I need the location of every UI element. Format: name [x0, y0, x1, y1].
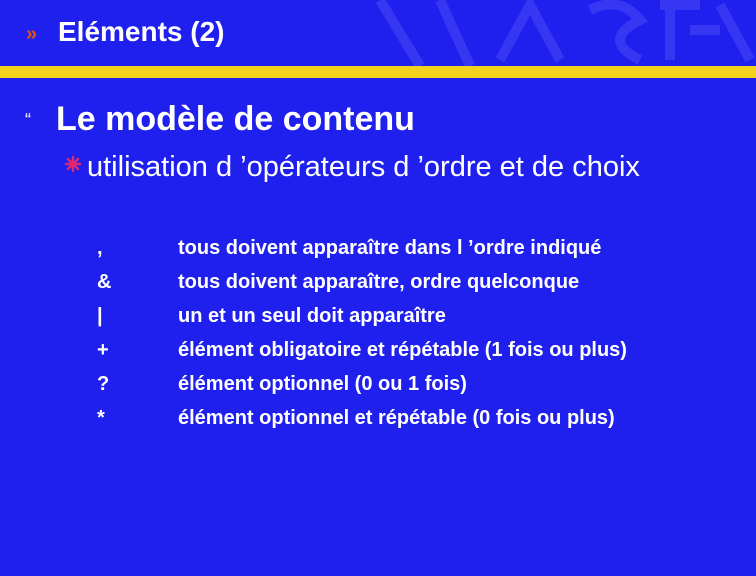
operator-description: tous doivent apparaître, ordre quelconque — [178, 271, 580, 293]
operator-row — [0, 400, 756, 436]
level1-bullet: “ — [25, 110, 31, 130]
level1-heading: Le modèle de contenu — [56, 100, 415, 138]
operator-row — [0, 264, 756, 300]
operator-description: élément optionnel et répétable (0 fois ou plus) — [178, 407, 615, 429]
operator-row — [0, 230, 756, 266]
title-bullet: » — [26, 23, 38, 45]
header-rule — [0, 66, 756, 78]
operator-symbol: + — [97, 339, 109, 361]
operator-description: un et un seul doit apparaître — [178, 305, 446, 327]
operator-description: élément obligatoire et répétable (1 fois ou plus) — [178, 339, 627, 361]
operator-row — [0, 332, 756, 368]
slide-title: Eléments (2) — [58, 16, 225, 47]
operator-description: tous doivent apparaître dans l ’ordre indiqué — [178, 237, 602, 259]
slide-header — [0, 0, 756, 66]
operator-symbol: * — [97, 407, 105, 429]
operator-symbol: & — [97, 271, 112, 293]
operator-description: élément optionnel (0 ou 1 fois) — [178, 373, 467, 395]
operator-symbol: | — [97, 305, 103, 327]
operator-symbol: ? — [97, 373, 110, 395]
operator-row — [0, 298, 756, 334]
operator-symbol: , — [97, 237, 103, 259]
operator-row — [0, 366, 756, 402]
level2-text: utilisation d ’opérateurs d ’ordre et de choix — [87, 151, 640, 183]
asterisk-icon — [64, 155, 82, 173]
